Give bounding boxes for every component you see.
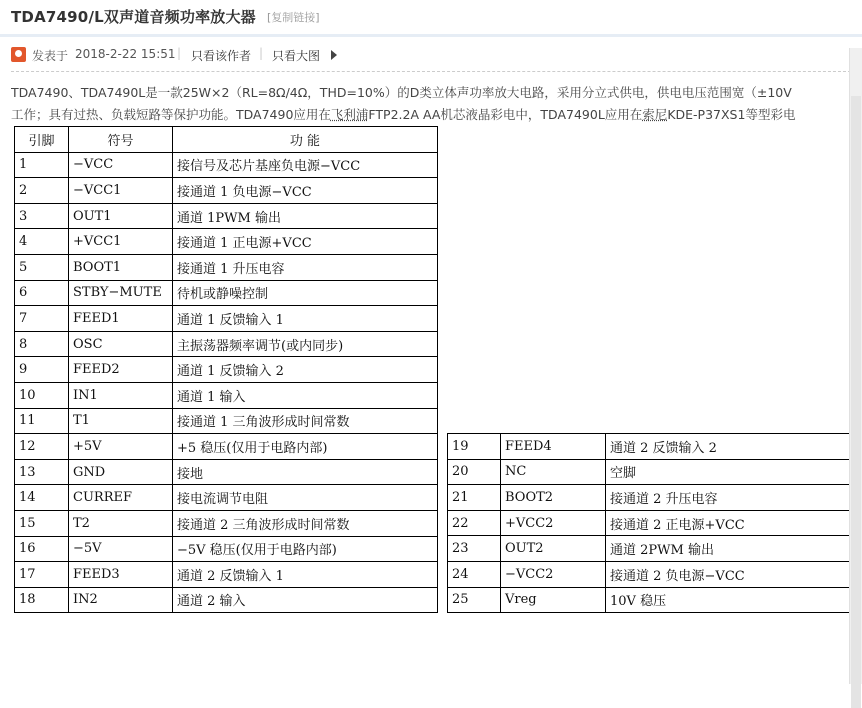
- para-text: 工作；具有过热、负载短路等保护功能。TDA7490应用在: [11, 107, 331, 122]
- pin-function-cell: 通道 1 反馈输入 1: [173, 306, 438, 332]
- table-row: [448, 536, 855, 562]
- pin-number-cell: 19: [448, 434, 501, 460]
- pin-function-cell: 接通道 1 三角波形成时间常数: [173, 408, 438, 434]
- scrollbar-thumb[interactable]: [851, 96, 861, 708]
- pin-function-cell: 接通道 2 三角波形成时间常数: [173, 510, 438, 536]
- table-row: [15, 459, 438, 485]
- pin-number-cell: 11: [15, 408, 69, 434]
- post-date: 2018-2-22 15:51: [75, 47, 176, 61]
- play-arrow-icon[interactable]: [331, 50, 337, 60]
- pin-number-cell: 12: [15, 434, 69, 460]
- para-text: FTP2.2A AA机芯液晶彩电中，TDA7490L应用在: [368, 107, 643, 122]
- pin-function-cell: 接通道 2 升压电容: [606, 485, 855, 511]
- pin-function-cell: 通道 2 反馈输入 2: [606, 434, 855, 460]
- pin-number-cell: 21: [448, 485, 501, 511]
- table-row: [448, 485, 855, 511]
- pin-function-cell: 接信号及芯片基座负电源−VCC: [173, 152, 438, 178]
- pin-number-cell: 23: [448, 536, 501, 562]
- pin-number-cell: 16: [15, 536, 69, 562]
- pin-function-cell: 通道 2 反馈输入 1: [173, 562, 438, 588]
- pin-function-cell: 接通道 2 负电源−VCC: [606, 561, 855, 587]
- pin-function-cell: +5 稳压(仅用于电路内部): [173, 434, 438, 460]
- table-row: [448, 510, 855, 536]
- pin-symbol-cell: IN2: [69, 587, 173, 613]
- pin-function-cell: 通道 1 输入: [173, 382, 438, 408]
- author-only-link[interactable]: 只看该作者: [191, 49, 252, 63]
- pin-symbol-cell: −VCC2: [501, 561, 606, 587]
- table-row: [15, 203, 438, 229]
- pin-function-cell: 10V 稳压: [606, 587, 855, 613]
- table-row: [15, 536, 438, 562]
- pin-number-cell: 25: [448, 587, 501, 613]
- pin-symbol-cell: CURREF: [69, 485, 173, 511]
- pin-function-cell: 接电流调节电阻: [173, 485, 438, 511]
- sony-link[interactable]: 索尼: [642, 107, 668, 122]
- pin-number-cell: 22: [448, 510, 501, 536]
- pin-symbol-cell: −VCC: [69, 152, 173, 178]
- table-row: [448, 459, 855, 485]
- pin-symbol-cell: BOOT1: [69, 254, 173, 280]
- big-picture-link[interactable]: 只看大图: [272, 49, 321, 63]
- pin-function-cell: 通道 2 输入: [173, 587, 438, 613]
- pin-function-cell: 待机或静噪控制: [173, 280, 438, 306]
- copy-link[interactable]: [复制链接]: [267, 11, 320, 24]
- table-header-row: [15, 127, 438, 153]
- thread-title: TDA7490/L双声道音频功率放大器: [11, 8, 256, 26]
- table-row: [15, 331, 438, 357]
- pin-symbol-cell: −VCC1: [69, 178, 173, 204]
- pin-number-cell: 9: [15, 357, 69, 383]
- pin-number-cell: 7: [15, 306, 69, 332]
- col-header-symbol: 符号: [69, 127, 173, 153]
- pin-number-cell: 13: [15, 459, 69, 485]
- pin-symbol-cell: OUT1: [69, 203, 173, 229]
- pin-number-cell: 4: [15, 229, 69, 255]
- table-row: [15, 229, 438, 255]
- pin-function-cell: 接通道 2 正电源+VCC: [606, 510, 855, 536]
- pin-symbol-cell: Vreg: [501, 587, 606, 613]
- header-separator: [0, 34, 862, 37]
- pin-number-cell: 14: [15, 485, 69, 511]
- col-header-function: 功 能: [173, 127, 438, 153]
- pin-function-cell: −5V 稳压(仅用于电路内部): [173, 536, 438, 562]
- meta-divider: |: [259, 46, 264, 60]
- pin-symbol-cell: FEED1: [69, 306, 173, 332]
- pin-number-cell: 2: [15, 178, 69, 204]
- pin-number-cell: 17: [15, 562, 69, 588]
- table-row: [15, 587, 438, 613]
- pin-function-cell: 接通道 1 负电源−VCC: [173, 178, 438, 204]
- pin-symbol-cell: IN1: [69, 382, 173, 408]
- para-line-2: [11, 104, 856, 126]
- pin-function-cell: 通道 2PWM 输出: [606, 536, 855, 562]
- pin-number-cell: 18: [15, 587, 69, 613]
- pin-symbol-cell: OSC: [69, 331, 173, 357]
- table-row: [15, 254, 438, 280]
- table-row: [448, 587, 855, 613]
- table-row: [15, 434, 438, 460]
- pin-symbol-cell: FEED2: [69, 357, 173, 383]
- pin-symbol-cell: +VCC2: [501, 510, 606, 536]
- pin-table-1: [14, 126, 438, 613]
- pin-number-cell: 1: [15, 152, 69, 178]
- pin-symbol-cell: BOOT2: [501, 485, 606, 511]
- pin-table-2: [447, 433, 855, 613]
- para-line-1: TDA7490、TDA7490L是一款25W×2（RL=8Ω/4Ω，THD=10%）的D类立体声功率放大电路，采用分立式供电，供电电压范围宽（±10V: [11, 85, 792, 100]
- vertical-scrollbar[interactable]: [849, 48, 862, 684]
- pin-function-cell: 接通道 1 升压电容: [173, 254, 438, 280]
- col-header-pin: 引脚: [15, 127, 69, 153]
- pin-symbol-cell: NC: [501, 459, 606, 485]
- pin-function-cell: 空脚: [606, 459, 855, 485]
- author-avatar-icon[interactable]: [11, 47, 26, 62]
- table-row: [15, 510, 438, 536]
- pin-symbol-cell: GND: [69, 459, 173, 485]
- pin-function-cell: 接地: [173, 459, 438, 485]
- table-row: [15, 357, 438, 383]
- pin-symbol-cell: +5V: [69, 434, 173, 460]
- pin-number-cell: 6: [15, 280, 69, 306]
- pin-symbol-cell: OUT2: [501, 536, 606, 562]
- posted-label: 发表于: [32, 49, 69, 63]
- pin-number-cell: 3: [15, 203, 69, 229]
- pin-symbol-cell: FEED3: [69, 562, 173, 588]
- meta-divider-line: [11, 71, 851, 72]
- pin-function-cell: 通道 1 反馈输入 2: [173, 357, 438, 383]
- pin-number-cell: 10: [15, 382, 69, 408]
- table-row: [448, 561, 855, 587]
- pin-symbol-cell: T2: [69, 510, 173, 536]
- table-row: [15, 306, 438, 332]
- pin-function-cell: 接通道 1 正电源+VCC: [173, 229, 438, 255]
- pin-number-cell: 15: [15, 510, 69, 536]
- pin-function-cell: 通道 1PWM 输出: [173, 203, 438, 229]
- meta-divider: |: [177, 46, 182, 60]
- article-paragraph: [11, 82, 856, 126]
- pin-number-cell: 20: [448, 459, 501, 485]
- table-row: [15, 485, 438, 511]
- pin-number-cell: 8: [15, 331, 69, 357]
- table-row: [15, 152, 438, 178]
- thread-header: [0, 0, 862, 34]
- pin-number-cell: 24: [448, 561, 501, 587]
- pin-symbol-cell: STBY−MUTE: [69, 280, 173, 306]
- table-row: [15, 280, 438, 306]
- table-row: [448, 434, 855, 460]
- table-row: [15, 408, 438, 434]
- philips-link[interactable]: 飞利浦: [330, 107, 369, 122]
- table-row: [15, 382, 438, 408]
- pin-symbol-cell: −5V: [69, 536, 173, 562]
- para-text: KDE-P37XS1等型彩电: [667, 107, 796, 122]
- pin-symbol-cell: FEED4: [501, 434, 606, 460]
- table-row: [15, 178, 438, 204]
- pin-number-cell: 5: [15, 254, 69, 280]
- table-row: [15, 562, 438, 588]
- pin-function-cell: 主振荡器频率调节(或内同步): [173, 331, 438, 357]
- pin-symbol-cell: T1: [69, 408, 173, 434]
- pin-symbol-cell: +VCC1: [69, 229, 173, 255]
